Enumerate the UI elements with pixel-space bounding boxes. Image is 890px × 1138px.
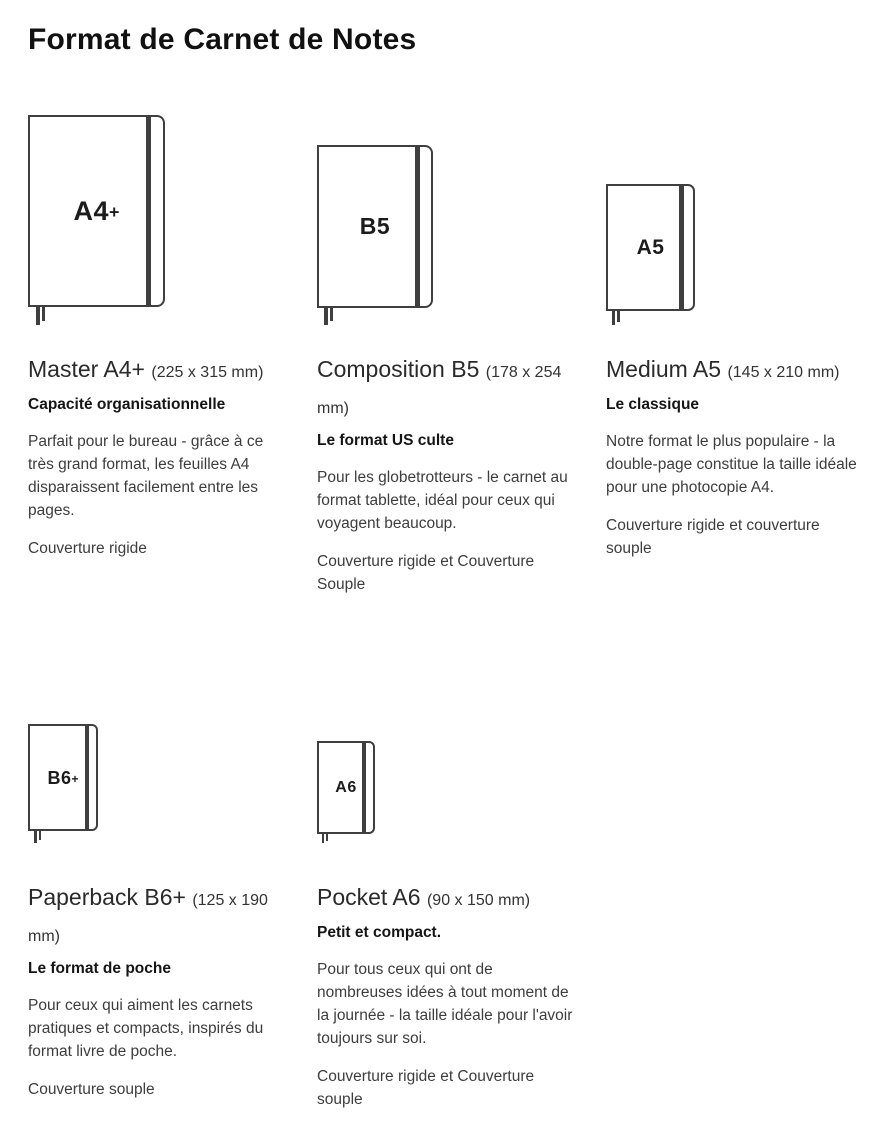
formats-grid-row-2 [28, 723, 890, 1111]
notebook-size-label: A6 [335, 778, 357, 796]
format-dimensions: (225 x 315 mm) [151, 364, 264, 381]
format-name: Master A4+ [28, 356, 145, 382]
bookmark-ribbons [324, 308, 433, 325]
format-card-paperback-b6plus [28, 723, 286, 1101]
notebook-illustration-area [317, 91, 575, 325]
format-title [28, 881, 286, 953]
format-subtitle: Capacité organisationnelle [28, 396, 226, 413]
cover-availability: Couverture souple [28, 1081, 155, 1098]
notebook-size-label: A5 [636, 236, 665, 259]
bookmark-ribbons [34, 831, 98, 843]
notebook-illustration-area [606, 91, 864, 325]
format-description: Pour tous ceux qui ont de nombreuses idées à tout moment de la journée - la taille idéale pour l'avoir toujours sur soi. [317, 961, 573, 1047]
elastic-band [146, 117, 151, 305]
elastic-band [85, 726, 89, 829]
format-name: Paperback B6+ [28, 884, 186, 910]
bookmark-ribbons [322, 834, 375, 843]
formats-grid-row-1 [28, 91, 890, 596]
elastic-band [415, 147, 420, 306]
plus-sign: + [109, 202, 120, 223]
notebook-formats-section [0, 24, 890, 1111]
format-subtitle: Le format de poche [28, 960, 171, 977]
elastic-band [362, 743, 366, 832]
notebook-illustration-area [28, 723, 286, 843]
elastic-band [679, 186, 684, 309]
format-card-medium-a5 [606, 91, 864, 560]
notebook-size-label: A4+ [73, 195, 120, 226]
format-dimensions: (145 x 210 mm) [727, 364, 840, 381]
plus-sign: + [71, 771, 79, 786]
notebook-illustration-area [28, 91, 286, 325]
format-description: Notre format le plus populaire - la double-page constitue la taille idéale pour une photocopie A4. [606, 433, 857, 496]
notebook-illustration-area [317, 723, 575, 843]
notebook-cover [317, 145, 433, 308]
notebook-size-label: B6+ [47, 767, 79, 788]
cover-availability: Couverture rigide [28, 540, 147, 557]
format-dimensions: (125 x 190 mm) [28, 892, 268, 945]
notebook-cover [28, 115, 165, 307]
format-name: Medium A5 [606, 356, 722, 382]
format-description: Pour ceux qui aiment les carnets pratiques et compacts, inspirés du format livre de poche. [28, 997, 264, 1060]
notebook-illustration-a4plus [28, 115, 165, 325]
cover-availability: Couverture rigide et Couverture Souple [317, 553, 535, 593]
page-title: Format de Carnet de Notes [28, 23, 417, 56]
format-description: Parfait pour le bureau - grâce à ce très grand format, les feuilles A4 disparaissent facilement entre les pages. [28, 433, 264, 519]
format-title [317, 353, 575, 425]
format-subtitle: Le classique [606, 396, 700, 413]
format-dimensions: (178 x 254 mm) [317, 364, 562, 417]
format-name: Pocket A6 [317, 884, 421, 910]
notebook-illustration-a5 [606, 184, 695, 325]
format-subtitle: Petit et compact. [317, 924, 442, 941]
format-card-composition-b5 [317, 91, 575, 596]
format-subtitle: Le format US culte [317, 432, 454, 449]
format-description: Pour les globetrotteurs - le carnet au format tablette, idéal pour ceux qui voyagent beaucoup. [317, 469, 568, 532]
format-name: Composition B5 [317, 356, 480, 382]
notebook-size-label: B5 [359, 213, 391, 239]
format-title [606, 353, 864, 389]
notebook-cover [28, 724, 98, 831]
format-card-pocket-a6 [317, 723, 575, 1111]
format-title [28, 353, 286, 389]
cover-availability: Couverture rigide et couverture souple [606, 517, 820, 557]
format-card-master-a4plus [28, 91, 286, 560]
notebook-illustration-b6plus [28, 724, 98, 843]
bookmark-ribbons [612, 311, 695, 325]
notebook-cover [606, 184, 695, 311]
format-dimensions: (90 x 150 mm) [426, 892, 531, 909]
notebook-illustration-b5 [317, 145, 433, 325]
notebook-illustration-a6 [317, 741, 375, 843]
notebook-cover [317, 741, 375, 834]
format-title [317, 881, 575, 917]
cover-availability: Couverture rigide et Couverture souple [317, 1068, 535, 1108]
bookmark-ribbons [36, 307, 165, 325]
